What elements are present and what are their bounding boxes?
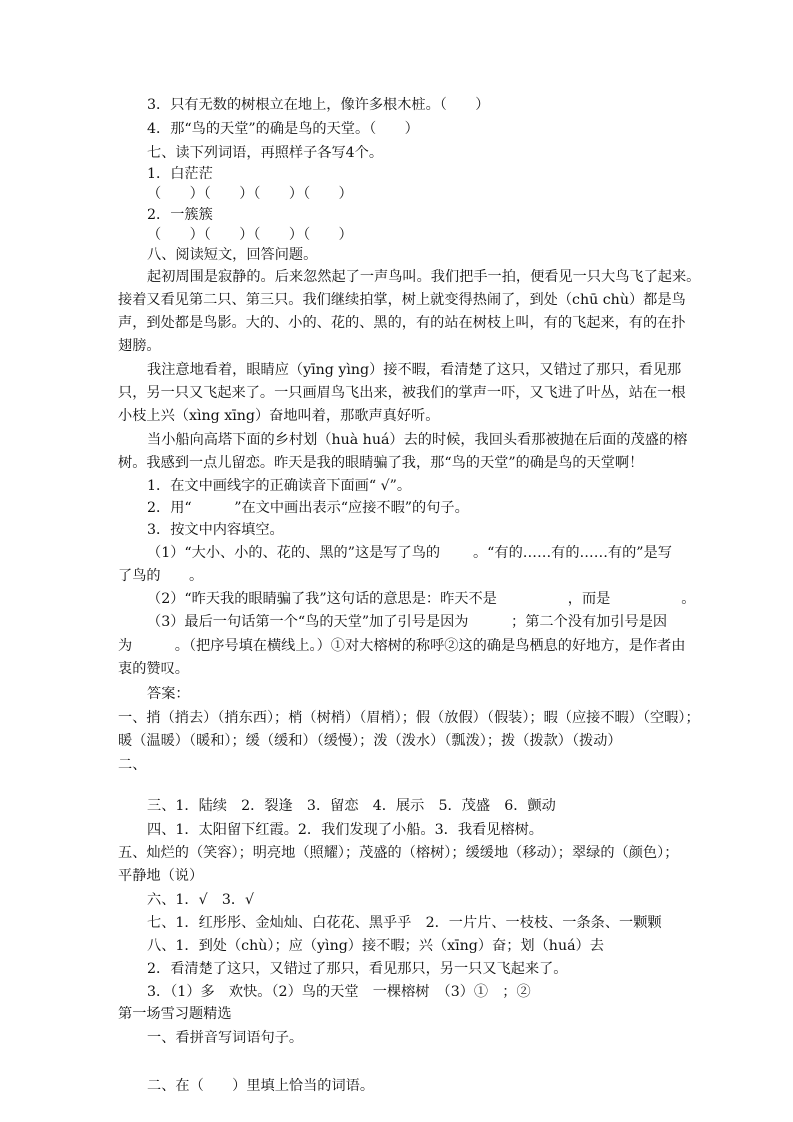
passage-line: 我注意地看着，眼睛应（yīng yìng）接不暇，看清楚了这只，又错过了那只，看见那: [147, 362, 682, 378]
question-line: 2．一簇簇: [147, 207, 213, 223]
answer-line: 五、灿烂的（笑容）；明亮地（照耀）；茂盛的（榕树）；缓缓地（移动）；翠绿的（颜色）；: [118, 845, 679, 861]
passage-line: 当小船向高塔下面的乡村划（huà huá）去的时候，我回头看那被抛在后面的茂盛的榕: [147, 432, 688, 448]
question-line: （1）“大小、小的、花的、黑的”这是写了鸟的 。“有的……有的……有的”是写: [147, 545, 672, 561]
question-line: 衷的赞叹。: [118, 661, 189, 677]
question-line: （3）最后一句话第一个“鸟的天堂”加了引号是因为 ；第二个没有加引号是因: [147, 614, 668, 630]
answer-line: 一、捎（捎去）（捎东西）；梢（树梢）（眉梢）；假（放假）（假装）；暇（应接不暇）（空暇）；: [118, 710, 700, 726]
question-line: （2）“昨天我的眼睛骗了我”这句话的意思是：昨天不是 ，而是 。: [147, 591, 696, 607]
question-line: 了鸟的 。: [118, 568, 204, 584]
answer-line: 八、1．到处（chù）；应（yìng）接不暇；兴（xīng）奋；划（huá）去: [147, 938, 604, 954]
passage-line: 起初周围是寂静的。后来忽然起了一声鸟叫。我们把手一拍，便看见一只大鸟飞了起来。: [147, 269, 701, 285]
question-line: 为 。（把序号填在横线上。）①对大榕树的称呼②这的确是鸟栖息的好地方，是作者由: [118, 638, 686, 654]
answer-line: 六、1．√ 3．√: [147, 892, 255, 908]
passage-line: 只，另一只又飞起来了。一只画眉鸟飞出来，被我们的掌声一吓，又飞进了叶丛，站在一根: [118, 385, 686, 401]
section-heading: 八、阅读短文，回答问题。: [147, 247, 318, 263]
passage-line: 声，到处都是鸟影。大的、小的、花的、黑的，有的站在树枝上叫，有的飞起来，有的在扑: [118, 315, 686, 331]
section-heading: 七、读下列词语，再照样子各写4个。: [147, 145, 384, 161]
passage-line: 小枝上兴（xìng xīng）奋地叫着，那歌声真好听。: [118, 408, 440, 424]
answer-line: 平静地（说）: [118, 868, 204, 884]
question-line: 2．用“ ”在文中画出表示“应接不暇”的句子。: [147, 500, 469, 516]
answer-line: 二、: [118, 757, 147, 773]
question-line: 3．只有无数的树根立在地上，像许多根木桩。（ ）: [147, 97, 490, 113]
question-line: 4．那“鸟的天堂”的确是鸟的天堂。（ ）: [147, 121, 419, 137]
question-line: 3．按文中内容填空。: [147, 522, 284, 538]
answer-line: 3．（1）多 欢快。（2）鸟的天堂 一棵榕树 （3）① ；②: [147, 984, 531, 1000]
section-heading: 一、看拼音写词语句子。: [147, 1030, 304, 1046]
passage-line: 接着又看见第二只、第三只。我们继续拍掌，树上就变得热闹了，到处（chū chù）都是鸟: [118, 292, 686, 308]
answer-line: 三、1．陆续 2．裂逢 3．留恋 4．展示 5．茂盛 6．颤动: [147, 798, 556, 814]
question-line: 1．在文中画线字的正确读音下面画“ √”。: [147, 478, 412, 494]
answer-line: 七、1．红彤彤、金灿灿、白花花、黑乎乎 2．一片片、一枝枝、一条条、一颗颗: [147, 915, 662, 931]
question-line: 1．白茫茫: [147, 166, 213, 182]
passage-line: 树。我感到一点儿留恋。昨天是我的眼睛骗了我，那“鸟的天堂”的确是鸟的天堂啊！: [118, 455, 644, 471]
answer-line: 2．看清楚了这只，又错过了那只，看见那只，另一只又飞起来了。: [147, 961, 568, 977]
answer-blanks: （ ）（ ）（ ）（ ）: [147, 186, 353, 202]
answer-blanks: （ ）（ ）（ ）（ ）: [147, 227, 353, 243]
answer-line: 四、1．太阳留下红霞。2．我们发现了小船。3．我看见榕树。: [147, 822, 543, 838]
section-heading: 二、在（ ）里填上恰当的词语。: [147, 1078, 375, 1094]
passage-line: 翅膀。: [118, 338, 161, 354]
answer-heading: 答案：: [147, 686, 190, 702]
section-title: 第一场雪习题精选: [118, 1006, 232, 1022]
answer-line: 暖（温暖）（暖和）；缓（缓和）（缓慢）；泼（泼水）（瓢泼）；拨（拨款）（拨动）: [118, 733, 622, 749]
